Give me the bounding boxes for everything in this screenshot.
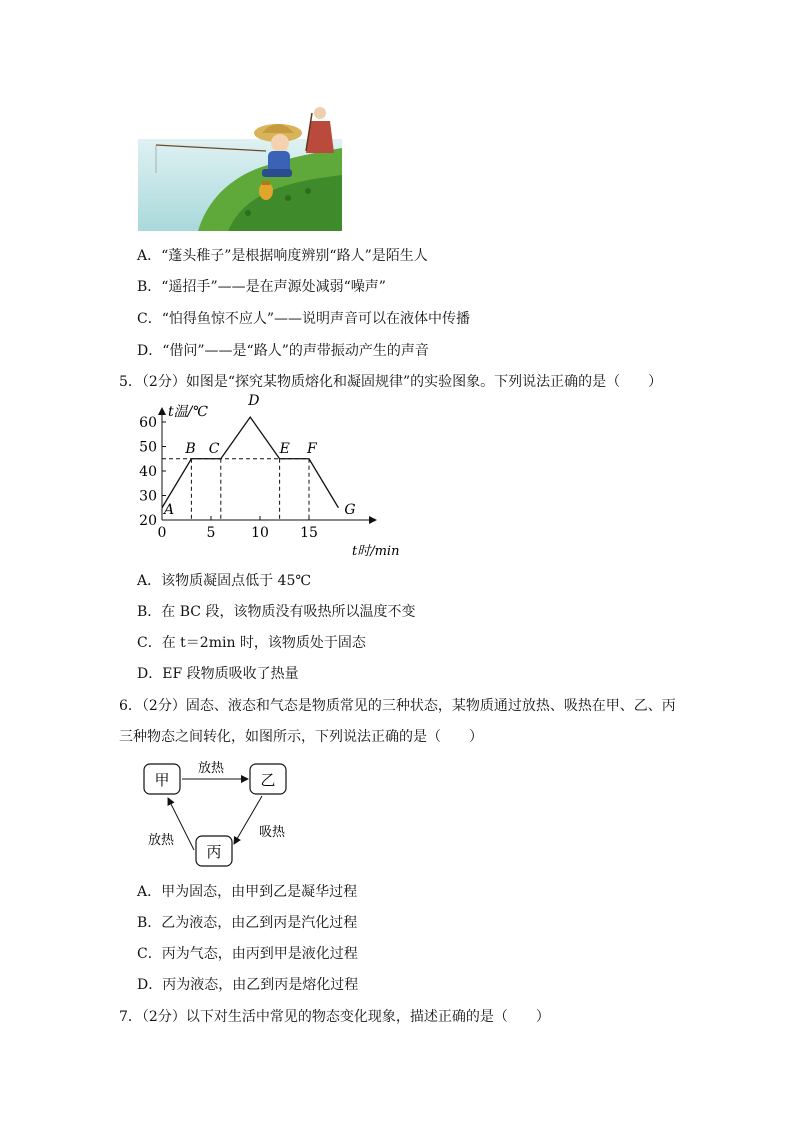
- x-tick-label: 5: [206, 525, 216, 541]
- point-label-g: G: [344, 501, 356, 518]
- point-label-d: D: [248, 393, 260, 410]
- q6-option-d: D．丙为液态，由乙到丙是熔化过程: [137, 977, 359, 993]
- point-label-a: A: [164, 501, 175, 518]
- q6-stem-line2: 三种物态之间转化，如图所示，下列说法正确的是（ ）: [119, 729, 483, 745]
- q6-stem-line1: 6．（2分）固态、液态和气态是物质常见的三种状态，某物质通过放热、吸热在甲、乙、丙: [119, 698, 676, 714]
- q6-option-c: C．丙为气态，由丙到甲是液化过程: [137, 946, 358, 962]
- label-jia-to-yi: 放热: [197, 761, 225, 776]
- point-label-c: C: [208, 440, 220, 457]
- y-tick-label: 30: [139, 488, 157, 505]
- melting-curve-chart: [138, 393, 408, 564]
- fishing-child-illustration: [138, 103, 342, 231]
- q6-option-a: A．甲为固态，由甲到乙是凝华过程: [137, 884, 358, 900]
- q4-option-d: D．“借问”——是“路人”的声带振动产生的声音: [137, 343, 429, 359]
- label-bing-to-jia: 放热: [147, 833, 175, 848]
- node-jia: [144, 764, 180, 794]
- y-tick-label: 50: [139, 439, 157, 456]
- y-tick-label: 60: [139, 415, 157, 431]
- svg-text:甲: 甲: [154, 771, 170, 789]
- x-tick-label: 15: [300, 525, 318, 541]
- node-yi: [250, 764, 286, 794]
- x-tick-label: 0: [157, 525, 167, 541]
- q4-option-b: B．“遥招手”——是在声源处减弱“噪声”: [137, 279, 386, 295]
- point-label-e: E: [279, 440, 290, 457]
- x-axis-label: t时/min: [352, 544, 400, 559]
- q5-option-d: D．EF 段物质吸收了热量: [137, 666, 299, 682]
- q4-option-c: C．“怕得鱼惊不应人”——说明声音可以在液体中传播: [137, 311, 471, 327]
- label-yi-to-bing: 吸热: [258, 825, 286, 840]
- q5-option-c: C．在 t＝2min 时，该物质处于固态: [137, 635, 366, 651]
- q5-option-b: B．在 BC 段，该物质没有吸热所以温度不变: [137, 604, 416, 620]
- state-change-diagram: [138, 752, 298, 872]
- point-label-b: B: [185, 440, 196, 457]
- point-label-f: F: [307, 440, 317, 457]
- x-tick-label: 10: [251, 525, 269, 541]
- y-tick-label: 40: [139, 464, 157, 480]
- q5-option-a: A．该物质凝固点低于 45℃: [137, 573, 312, 589]
- svg-text:乙: 乙: [260, 771, 276, 789]
- node-bing: [196, 836, 232, 866]
- q5-stem: 5．（2分）如图是“探究某物质熔化和凝固规律”的实验图象。下列说法正确的是（ ）: [119, 374, 663, 390]
- q6-option-b: B．乙为液态，由乙到丙是汽化过程: [137, 915, 358, 931]
- q7-stem: 7．（2分）以下对生活中常见的物态变化现象，描述正确的是（ ）: [119, 1009, 550, 1025]
- arrow-yi-to-bing: [234, 796, 262, 844]
- y-axis-label: t温/℃: [168, 404, 209, 420]
- temperature-curve: [162, 417, 338, 508]
- q4-option-a: A．“蓬头稚子”是根据响度辨别“路人”是陌生人: [137, 248, 428, 264]
- svg-text:丙: 丙: [206, 843, 222, 861]
- y-tick-label: 20: [139, 513, 157, 529]
